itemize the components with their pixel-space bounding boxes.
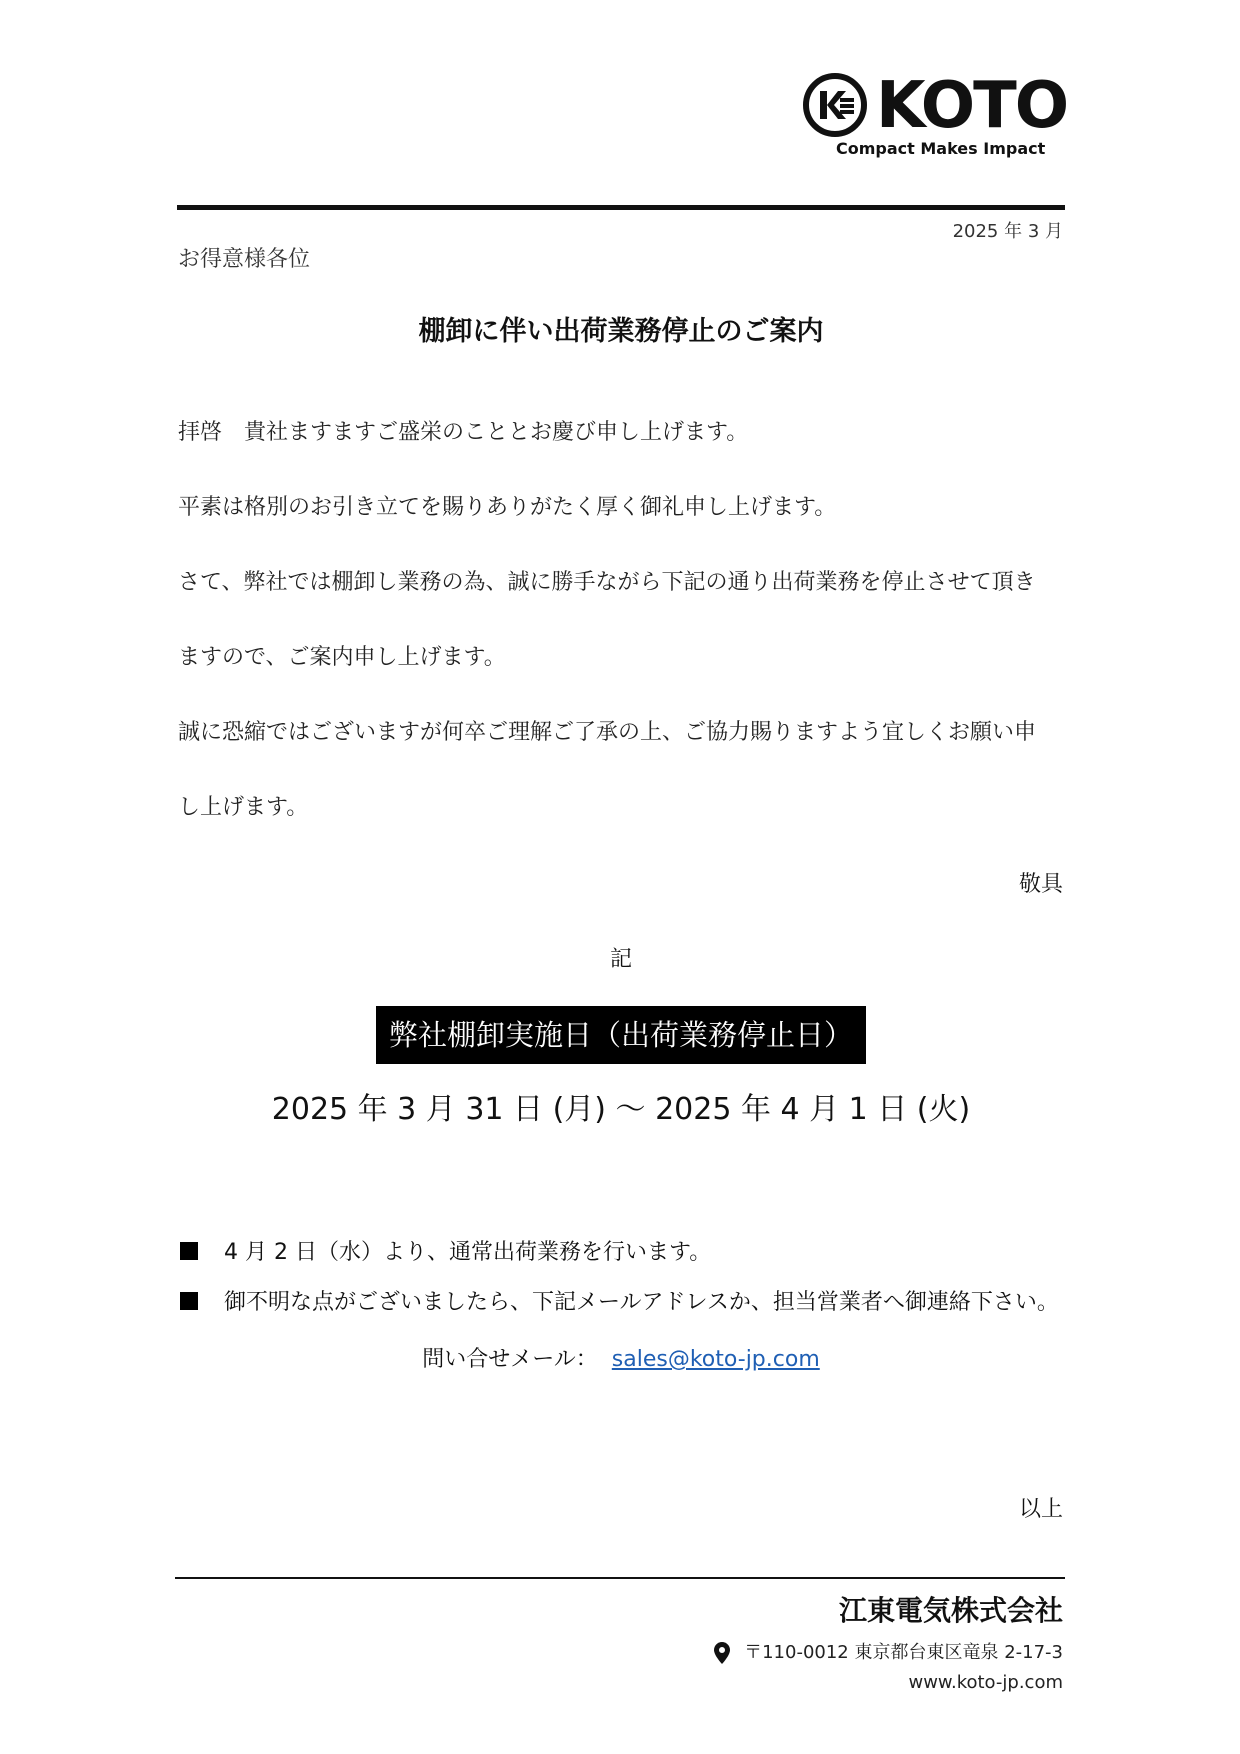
svg-text:K: K: [802, 72, 803, 73]
body-paragraph: し上げます。: [178, 795, 309, 820]
bullet-item: [180, 1238, 1070, 1268]
end-mark: 以上: [1018, 1497, 1063, 1522]
bullet-text: 御不明な点がございましたら、下記メールアドレスか、担当営業者へ御連絡下さい。: [224, 1290, 1059, 1315]
address-text: 〒110-0012 東京都台東区竜泉 2-17-3: [744, 1642, 1063, 1663]
bullet-item: [180, 1288, 1070, 1318]
footer-divider: [175, 1577, 1065, 1579]
issue-date: 2025 年 3 月: [952, 221, 1063, 242]
logo-wordmark: KOTO: [876, 69, 1068, 143]
closing-keigu: 敬具: [1018, 872, 1063, 897]
body-paragraph: 拝啓 貴社ますますご盛栄のこととお慶び申し上げます。: [178, 420, 749, 445]
bullet-text: 4 月 2 日（水）より、通常出荷業務を行います。: [224, 1240, 712, 1265]
contact-email-link[interactable]: sales@koto-jp.com: [611, 1347, 820, 1372]
event-label-box: 弊社棚卸実施日（出荷業務停止日）: [376, 1006, 866, 1064]
body-paragraph: 平素は格別のお引き立てを賜りありがたく厚く御礼申し上げます。: [178, 495, 837, 520]
body-paragraph: 誠に恐縮ではございますが何卒ご理解ご了承の上、ご協力賜りますよう宜しくお願い申: [178, 720, 1037, 745]
ki-heading: 記: [609, 947, 632, 972]
company-website[interactable]: www.koto-jp.com: [908, 1672, 1063, 1693]
body-paragraph: さて、弊社では棚卸し業務の為、誠に勝手ながら下記の通り出荷業務を停止させて頂き: [178, 570, 1036, 595]
location-pin-icon: [714, 1642, 730, 1664]
square-bullet-icon: [180, 1292, 198, 1310]
addressee: お得意様各位: [178, 247, 311, 272]
logo-tagline: Compact Makes Impact: [836, 139, 1046, 158]
company-name: 江東電気株式会社: [838, 1594, 1063, 1627]
company-logo: [800, 66, 1068, 166]
company-address: [744, 1640, 1063, 1666]
contact-line: [177, 1344, 1065, 1376]
body-paragraph: ますので、ご案内申し上げます。: [178, 645, 506, 670]
header-divider: [177, 205, 1065, 210]
document-title: 棚卸に伴い出荷業務停止のご案内: [418, 316, 824, 347]
square-bullet-icon: [180, 1242, 198, 1260]
koto-logo-mark-icon: [802, 72, 868, 138]
event-period: 2025 年 3 月 31 日 (月) 〜 2025 年 4 月 1 日 (火): [271, 1092, 971, 1127]
contact-label: 問い合せメール：: [422, 1347, 598, 1372]
